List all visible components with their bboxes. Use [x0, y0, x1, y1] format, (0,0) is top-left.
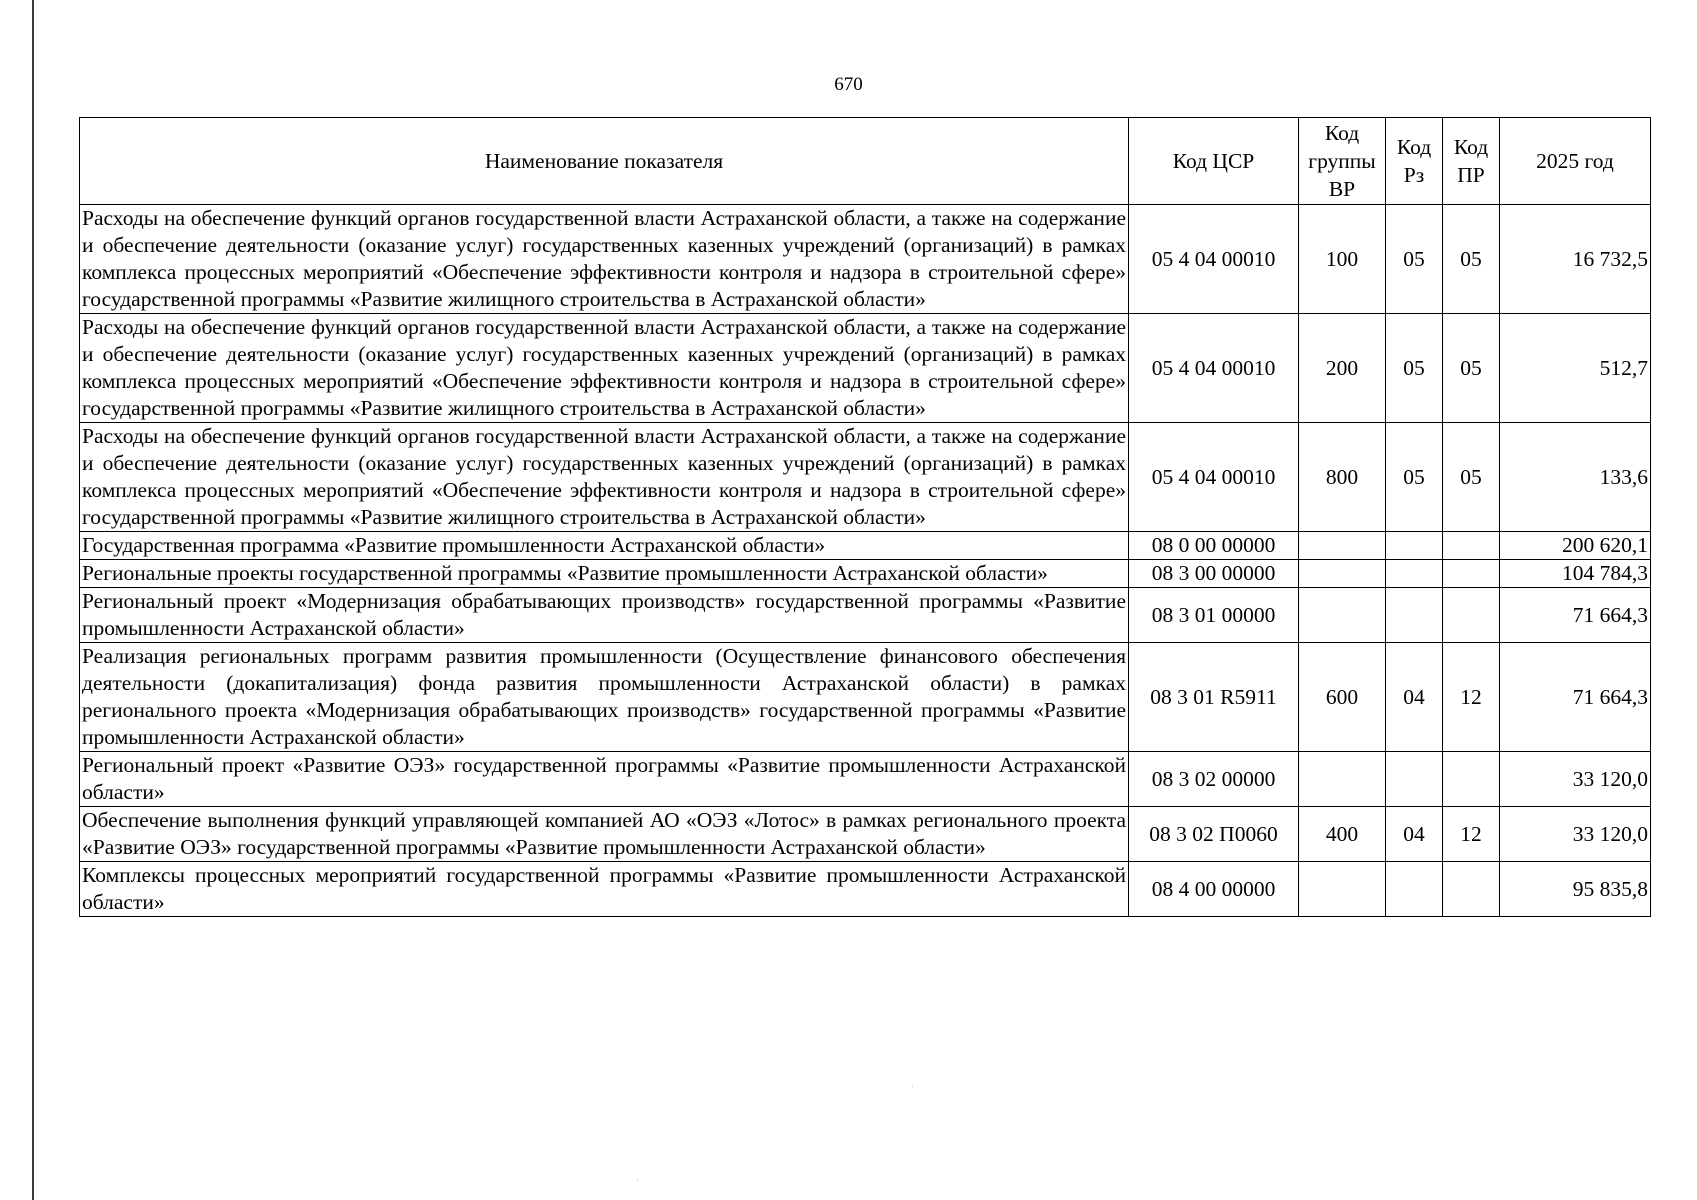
- table-row: [80, 588, 1651, 643]
- row-name: Государственная программа «Развитие промышленности Астраханской области»: [80, 532, 1129, 560]
- table-body: [80, 205, 1651, 917]
- row-csr-code: 08 3 01 R5911: [1129, 643, 1299, 752]
- row-csr-code: 08 0 00 00000: [1129, 532, 1299, 560]
- row-pr-code: 05: [1443, 205, 1500, 314]
- table-row: [80, 532, 1651, 560]
- row-csr-code: 05 4 04 00010: [1129, 205, 1299, 314]
- row-vr-code: [1299, 752, 1386, 807]
- row-csr-code: 08 4 00 00000: [1129, 862, 1299, 917]
- row-name: Расходы на обеспечение функций органов государственной власти Астраханской области, а также на содержание и обеспечение деятельности (оказание услуг) государственных казенных учреждений (организаций) в рамках комплекса процессных мероприятий «Обеспечение эффективности контроля и надзора в строительной сфере» государственной программы «Развитие жилищного строительства в Астраханской области»: [80, 423, 1129, 532]
- row-amount: 512,7: [1500, 314, 1651, 423]
- row-name: Комплексы процессных мероприятий государственной программы «Развитие промышленности Астраханской области»: [80, 862, 1129, 917]
- row-pr-code: [1443, 560, 1500, 588]
- budget-table: [79, 117, 1651, 917]
- table-row: [80, 643, 1651, 752]
- row-pr-code: 05: [1443, 423, 1500, 532]
- table-row: [80, 314, 1651, 423]
- scan-speck: [637, 1180, 638, 1181]
- row-vr-code: [1299, 532, 1386, 560]
- row-vr-code: [1299, 560, 1386, 588]
- row-vr-code: [1299, 588, 1386, 643]
- row-amount: 95 835,8: [1500, 862, 1651, 917]
- header-csr: Код ЦСР: [1129, 118, 1299, 205]
- header-vr: Код группы ВР: [1299, 118, 1386, 205]
- header-year: 2025 год: [1500, 118, 1651, 205]
- header-rz: Код Рз: [1386, 118, 1443, 205]
- row-csr-code: 05 4 04 00010: [1129, 314, 1299, 423]
- row-vr-code: [1299, 862, 1386, 917]
- table-row: [80, 423, 1651, 532]
- row-pr-code: [1443, 752, 1500, 807]
- table-row: [80, 807, 1651, 862]
- row-pr-code: 12: [1443, 807, 1500, 862]
- row-csr-code: 08 3 00 00000: [1129, 560, 1299, 588]
- row-rz-code: [1386, 532, 1443, 560]
- row-pr-code: [1443, 862, 1500, 917]
- row-csr-code: 08 3 02 00000: [1129, 752, 1299, 807]
- row-name: Региональные проекты государственной программы «Развитие промышленности Астраханской области»: [80, 560, 1129, 588]
- row-amount: 16 732,5: [1500, 205, 1651, 314]
- row-rz-code: 05: [1386, 205, 1443, 314]
- row-vr-code: 800: [1299, 423, 1386, 532]
- row-pr-code: [1443, 588, 1500, 643]
- table-row: [80, 560, 1651, 588]
- table-row: [80, 205, 1651, 314]
- row-csr-code: 05 4 04 00010: [1129, 423, 1299, 532]
- row-csr-code: 08 3 02 П0060: [1129, 807, 1299, 862]
- row-csr-code: 08 3 01 00000: [1129, 588, 1299, 643]
- row-rz-code: 04: [1386, 643, 1443, 752]
- row-pr-code: 12: [1443, 643, 1500, 752]
- row-name: Обеспечение выполнения функций управляющей компанией АО «ОЭЗ «Лотос» в рамках регионального проекта «Развитие ОЭЗ» государственной программы «Развитие промышленности Астраханской области»: [80, 807, 1129, 862]
- row-name: Реализация региональных программ развития промышленности (Осуществление финансового обеспечения деятельности (докапитализация) фонда развития промышленности Астраханской области) в рамках регионального проекта «Модернизация обрабатывающих производств» государственной программы «Развитие промышленности Астраханской области»: [80, 643, 1129, 752]
- row-vr-code: 400: [1299, 807, 1386, 862]
- page-binding-line: [32, 0, 34, 1200]
- row-rz-code: 04: [1386, 807, 1443, 862]
- row-amount: 104 784,3: [1500, 560, 1651, 588]
- header-name: Наименование показателя: [80, 118, 1129, 205]
- row-amount: 71 664,3: [1500, 643, 1651, 752]
- row-rz-code: [1386, 560, 1443, 588]
- row-amount: 133,6: [1500, 423, 1651, 532]
- row-amount: 33 120,0: [1500, 752, 1651, 807]
- row-vr-code: 100: [1299, 205, 1386, 314]
- scan-speck: [912, 1086, 913, 1087]
- header-pr: Код ПР: [1443, 118, 1500, 205]
- row-pr-code: [1443, 532, 1500, 560]
- table-row: [80, 862, 1651, 917]
- row-rz-code: 05: [1386, 423, 1443, 532]
- row-amount: 200 620,1: [1500, 532, 1651, 560]
- row-rz-code: [1386, 588, 1443, 643]
- row-rz-code: 05: [1386, 314, 1443, 423]
- row-rz-code: [1386, 862, 1443, 917]
- row-rz-code: [1386, 752, 1443, 807]
- row-amount: 71 664,3: [1500, 588, 1651, 643]
- page-number: 670: [834, 74, 863, 95]
- row-vr-code: 600: [1299, 643, 1386, 752]
- table-header-row: [80, 118, 1651, 205]
- row-pr-code: 05: [1443, 314, 1500, 423]
- row-name: Региональный проект «Модернизация обрабатывающих производств» государственной программы «Развитие промышленности Астраханской области»: [80, 588, 1129, 643]
- row-vr-code: 200: [1299, 314, 1386, 423]
- row-name: Расходы на обеспечение функций органов государственной власти Астраханской области, а также на содержание и обеспечение деятельности (оказание услуг) государственных казенных учреждений (организаций) в рамках комплекса процессных мероприятий «Обеспечение эффективности контроля и надзора в строительной сфере» государственной программы «Развитие жилищного строительства в Астраханской области»: [80, 314, 1129, 423]
- row-amount: 33 120,0: [1500, 807, 1651, 862]
- row-name: Расходы на обеспечение функций органов государственной власти Астраханской области, а также на содержание и обеспечение деятельности (оказание услуг) государственных казенных учреждений (организаций) в рамках комплекса процессных мероприятий «Обеспечение эффективности контроля и надзора в строительной сфере» государственной программы «Развитие жилищного строительства в Астраханской области»: [80, 205, 1129, 314]
- table-row: [80, 752, 1651, 807]
- row-name: Региональный проект «Развитие ОЭЗ» государственной программы «Развитие промышленности Астраханской области»: [80, 752, 1129, 807]
